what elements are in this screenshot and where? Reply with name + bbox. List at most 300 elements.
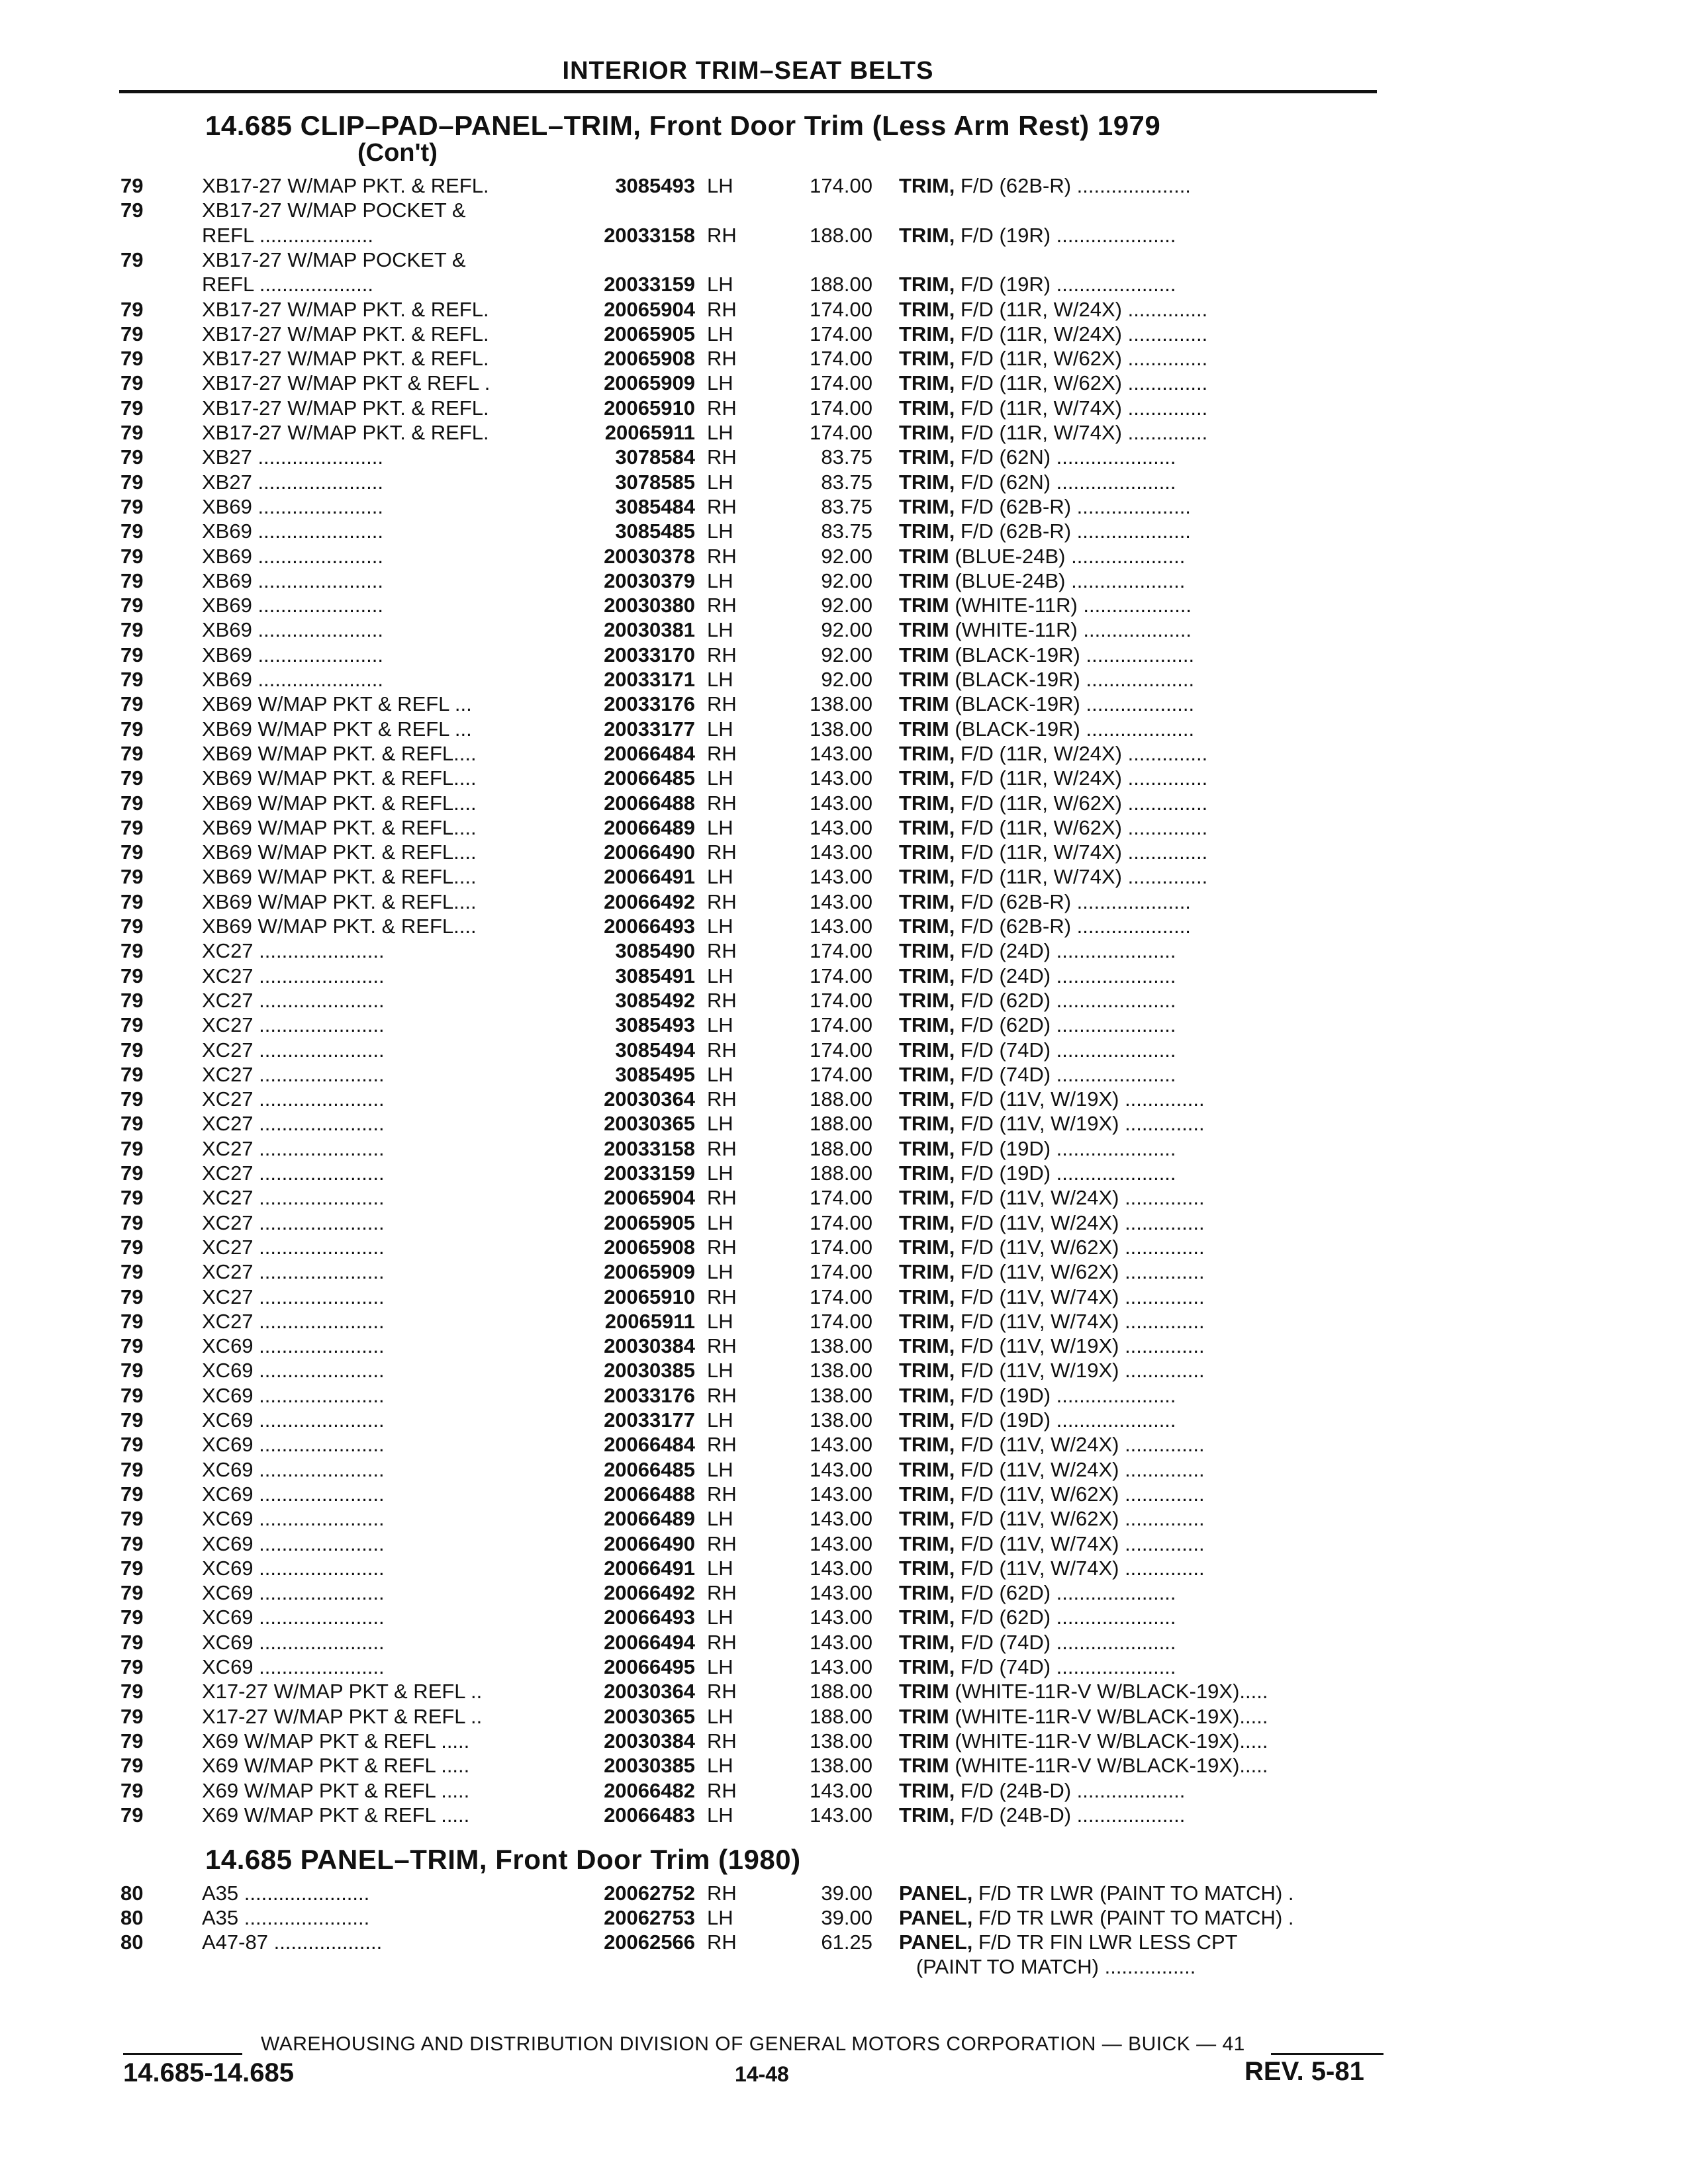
price-cell: 138.00 — [810, 1408, 872, 1432]
model-cell: XB17-27 W/MAP PKT. & REFL. — [202, 396, 489, 420]
description-cell — [899, 1704, 1382, 1729]
price-cell: 143.00 — [810, 865, 872, 889]
table-row — [0, 1905, 1688, 1930]
description-text: F/D (11R, W/74X) .............. — [955, 841, 1208, 864]
part-number-cell: 20033177 — [604, 717, 695, 741]
price-cell: 138.00 — [810, 717, 872, 741]
table-row — [0, 1013, 1688, 1037]
model-cell: XC69 ...................... — [202, 1507, 385, 1531]
price-cell: 188.00 — [810, 273, 872, 296]
description-keyword: TRIM — [899, 618, 949, 642]
part-number-cell: 20033159 — [604, 273, 695, 296]
description-cell — [899, 223, 1382, 248]
year-cell: 79 — [120, 544, 144, 568]
description-keyword: TRIM — [899, 594, 949, 617]
table-row — [0, 544, 1688, 569]
description-cell — [899, 667, 1382, 692]
side-cell: LH — [707, 1457, 733, 1481]
year-cell: 79 — [120, 297, 144, 321]
part-number-cell: 20066490 — [604, 1531, 695, 1555]
description-text: F/D (11R, W/74X) .............. — [955, 865, 1208, 889]
year-cell: 79 — [120, 1408, 144, 1432]
description-text: F/D (11V, W/19X) .............. — [955, 1359, 1205, 1383]
part-number-cell: 20066490 — [604, 841, 695, 864]
description-text: F/D (11V, W/19X) .............. — [955, 1112, 1205, 1136]
description-cell — [899, 643, 1382, 667]
price-cell: 188.00 — [810, 1704, 872, 1728]
description-keyword: TRIM, — [899, 1606, 955, 1629]
description-text: F/D (62B-R) .................... — [955, 520, 1191, 543]
year-cell: 79 — [120, 396, 144, 420]
side-cell: LH — [707, 520, 733, 543]
side-cell: LH — [707, 815, 733, 839]
table-row — [0, 1210, 1688, 1235]
description-cell — [899, 1506, 1382, 1531]
price-cell: 188.00 — [810, 1161, 872, 1185]
table-row — [0, 1506, 1688, 1531]
part-number-cell: 20066489 — [604, 815, 695, 839]
side-cell: LH — [707, 1013, 733, 1037]
description-cell — [899, 1556, 1382, 1580]
description-cell — [899, 1729, 1382, 1753]
price-cell: 143.00 — [810, 1457, 872, 1481]
part-number-cell: 20066491 — [604, 1556, 695, 1580]
price-cell: 174.00 — [810, 421, 872, 444]
side-cell: RH — [707, 1931, 737, 1954]
description-cell — [899, 1905, 1382, 1930]
side-cell: RH — [707, 1630, 737, 1654]
year-cell: 79 — [120, 1087, 144, 1111]
table-row — [0, 198, 1688, 222]
description-keyword: TRIM, — [899, 1482, 955, 1506]
description-text: F/D (19D) ..................... — [955, 1136, 1176, 1160]
year-cell: 79 — [120, 174, 144, 197]
model-cell: REFL .................... — [202, 223, 373, 247]
side-cell: RH — [707, 445, 737, 469]
year-cell: 79 — [120, 841, 144, 864]
side-cell: RH — [707, 643, 737, 666]
model-cell: XC69 ...................... — [202, 1606, 385, 1629]
description-keyword: TRIM, — [899, 1210, 955, 1234]
model-cell: XB17-27 W/MAP PKT. & REFL. — [202, 174, 489, 197]
part-number-cell: 20065910 — [604, 396, 695, 420]
price-cell: 39.00 — [821, 1906, 872, 1929]
side-cell: LH — [707, 964, 733, 987]
part-number-cell: 20065905 — [604, 1210, 695, 1234]
year-cell: 79 — [120, 347, 144, 371]
description-keyword: TRIM, — [899, 766, 955, 790]
description-cell — [899, 617, 1382, 642]
price-cell: 143.00 — [810, 1482, 872, 1506]
description-cell — [899, 445, 1382, 469]
description-cell — [899, 1285, 1382, 1309]
side-cell: RH — [707, 544, 737, 568]
description-cell — [899, 791, 1382, 815]
description-text: F/D (19D) ..................... — [955, 1161, 1176, 1185]
part-number-cell: 20066485 — [604, 766, 695, 790]
description-text: (BLUE-24B) .................... — [949, 569, 1186, 592]
description-keyword: TRIM, — [899, 1235, 955, 1259]
model-cell: XC27 ...................... — [202, 1285, 385, 1308]
model-cell: XB69 W/MAP PKT. & REFL.... — [202, 791, 477, 815]
description-keyword: TRIM, — [899, 347, 955, 371]
side-cell: LH — [707, 322, 733, 345]
model-cell: XC27 ...................... — [202, 1235, 385, 1259]
model-cell: XC69 ...................... — [202, 1556, 385, 1580]
price-cell: 174.00 — [810, 988, 872, 1012]
side-cell: LH — [707, 371, 733, 395]
price-cell: 83.75 — [821, 445, 872, 469]
description-keyword: TRIM, — [899, 223, 955, 247]
description-text: F/D (19D) ..................... — [955, 1383, 1176, 1407]
description-text: F/D (11V, W/74X) .............. — [955, 1531, 1205, 1555]
part-number-cell: 20066488 — [604, 791, 695, 815]
description-cell — [899, 741, 1382, 766]
year-cell: 79 — [120, 717, 144, 741]
year-cell: 79 — [120, 1655, 144, 1678]
table-row — [0, 1358, 1688, 1383]
table-row — [0, 1881, 1688, 1905]
description-text: F/D TR FIN LWR LESS CPT — [972, 1931, 1238, 1954]
description-keyword: TRIM — [899, 1680, 949, 1704]
price-cell: 138.00 — [810, 1383, 872, 1407]
year-cell: 79 — [120, 865, 144, 889]
side-cell: RH — [707, 494, 737, 518]
description-text: F/D TR LWR (PAINT TO MATCH) . — [972, 1906, 1294, 1929]
price-cell: 143.00 — [810, 1803, 872, 1827]
description-keyword: TRIM, — [899, 1433, 955, 1457]
model-cell: XC27 ...................... — [202, 1087, 385, 1111]
description-keyword: TRIM, — [899, 1408, 955, 1432]
side-cell: RH — [707, 1038, 737, 1062]
side-cell: LH — [707, 1606, 733, 1629]
year-cell: 79 — [120, 791, 144, 815]
description-keyword: TRIM, — [899, 915, 955, 938]
model-cell: XB69 W/MAP PKT. & REFL.... — [202, 766, 477, 790]
price-cell: 174.00 — [810, 297, 872, 321]
description-text: (WHITE-11R) ................... — [949, 618, 1192, 642]
description-text: F/D (11V, W/24X) .............. — [955, 1210, 1205, 1234]
description-text: F/D (11V, W/74X) .............. — [955, 1309, 1205, 1333]
side-cell: LH — [707, 1803, 733, 1827]
year-cell: 79 — [120, 1581, 144, 1605]
description-cell — [899, 173, 1382, 198]
table-row — [0, 766, 1688, 790]
price-cell: 143.00 — [810, 766, 872, 790]
table-row — [0, 420, 1688, 445]
part-number-cell: 20065911 — [604, 421, 695, 444]
year-cell: 80 — [120, 1906, 144, 1929]
part-number-cell: 20030385 — [604, 1754, 695, 1778]
description-text: (WHITE-11R-V W/BLACK-19X)..... — [949, 1729, 1268, 1752]
side-cell: LH — [707, 618, 733, 642]
year-cell: 79 — [120, 939, 144, 963]
side-cell: RH — [707, 692, 737, 716]
description-keyword: TRIM, — [899, 1778, 955, 1802]
description-cell — [899, 1457, 1382, 1482]
description-keyword: TRIM, — [899, 322, 955, 345]
table-row — [0, 1954, 1688, 1979]
table-row — [0, 173, 1688, 198]
description-cell — [899, 692, 1382, 716]
year-cell: 79 — [120, 1136, 144, 1160]
description-cell — [899, 1210, 1382, 1235]
footer-rule-right — [1271, 2053, 1383, 2055]
table-row — [0, 964, 1688, 988]
description-cell — [899, 889, 1382, 914]
model-cell: X69 W/MAP PKT & REFL ..... — [202, 1754, 470, 1778]
description-text: F/D (74D) ..................... — [955, 1630, 1176, 1654]
model-cell: XC27 ...................... — [202, 1210, 385, 1234]
description-text: (BLACK-19R) ................... — [949, 643, 1195, 666]
description-text: F/D (62N) ..................... — [955, 470, 1176, 494]
description-cell — [899, 1259, 1382, 1284]
model-cell: XC27 ...................... — [202, 1038, 385, 1062]
description-text: F/D (11V, W/62X) .............. — [955, 1482, 1205, 1506]
model-cell: XB17-27 W/MAP PKT & REFL . — [202, 371, 491, 395]
table-row — [0, 791, 1688, 815]
description-keyword: TRIM, — [899, 1655, 955, 1678]
price-cell: 92.00 — [821, 594, 872, 617]
description-text: F/D (74D) ..................... — [955, 1038, 1176, 1062]
model-cell: X69 W/MAP PKT & REFL ..... — [202, 1778, 470, 1802]
table-row — [0, 1482, 1688, 1506]
description-keyword: TRIM, — [899, 791, 955, 815]
side-cell: RH — [707, 1882, 737, 1905]
price-cell: 174.00 — [810, 1062, 872, 1086]
model-cell: XB69 ...................... — [202, 594, 383, 617]
year-cell: 79 — [120, 1680, 144, 1704]
price-cell: 83.75 — [821, 470, 872, 494]
part-number-cell: 20065908 — [604, 1235, 695, 1259]
part-number-cell: 20065909 — [604, 1260, 695, 1284]
description-text: F/D (11R, W/24X) .............. — [955, 297, 1208, 321]
description-keyword: TRIM, — [899, 1087, 955, 1111]
description-keyword: TRIM, — [899, 445, 955, 469]
part-number-cell: 20066493 — [604, 1606, 695, 1629]
description-keyword: TRIM, — [899, 815, 955, 839]
year-cell: 79 — [120, 520, 144, 543]
year-cell: 79 — [120, 1260, 144, 1284]
description-cell — [899, 1358, 1382, 1383]
price-cell: 188.00 — [810, 1087, 872, 1111]
part-number-cell: 20066489 — [604, 1507, 695, 1531]
description-cell — [899, 717, 1382, 741]
year-cell: 79 — [120, 1334, 144, 1358]
description-cell — [899, 988, 1382, 1013]
table-row — [0, 1630, 1688, 1655]
year-cell: 80 — [120, 1882, 144, 1905]
side-cell: RH — [707, 791, 737, 815]
year-cell: 79 — [120, 1285, 144, 1308]
model-cell: XC27 ...................... — [202, 1136, 385, 1160]
side-cell: RH — [707, 1136, 737, 1160]
price-cell: 174.00 — [810, 1260, 872, 1284]
year-cell: 79 — [120, 494, 144, 518]
table-row — [0, 1753, 1688, 1778]
description-cell — [899, 346, 1382, 371]
side-cell: LH — [707, 766, 733, 790]
model-cell: X17-27 W/MAP PKT & REFL .. — [202, 1680, 483, 1704]
description-cell — [899, 1655, 1382, 1679]
description-keyword: TRIM — [899, 717, 949, 741]
year-cell: 79 — [120, 1186, 144, 1210]
year-cell: 79 — [120, 1803, 144, 1827]
description-keyword: TRIM, — [899, 1383, 955, 1407]
price-cell: 174.00 — [810, 1186, 872, 1210]
description-keyword: TRIM, — [899, 964, 955, 987]
year-cell: 79 — [120, 421, 144, 444]
year-cell: 79 — [120, 1630, 144, 1654]
model-cell: XB69 ...................... — [202, 544, 383, 568]
table-row — [0, 643, 1688, 667]
price-cell: 143.00 — [810, 791, 872, 815]
description-text: F/D (19R) ..................... — [955, 223, 1176, 247]
price-cell: 138.00 — [810, 1334, 872, 1358]
side-cell: LH — [707, 1906, 733, 1929]
price-cell: 188.00 — [810, 1112, 872, 1136]
side-cell: LH — [707, 569, 733, 592]
model-cell: A47-87 ................... — [202, 1931, 383, 1954]
model-cell: XB69 W/MAP PKT & REFL ... — [202, 717, 472, 741]
table-row — [0, 1087, 1688, 1111]
year-cell: 79 — [120, 445, 144, 469]
description-text: F/D (11V, W/19X) .............. — [955, 1087, 1205, 1111]
model-cell: XC69 ...................... — [202, 1482, 385, 1506]
model-cell: XB69 ...................... — [202, 668, 383, 691]
side-cell: RH — [707, 1729, 737, 1752]
side-cell: RH — [707, 1334, 737, 1358]
description-keyword: TRIM — [899, 1704, 949, 1728]
description-cell — [899, 1954, 1382, 1979]
model-cell: XC69 ...................... — [202, 1630, 385, 1654]
price-cell: 143.00 — [810, 1778, 872, 1802]
table-row — [0, 1580, 1688, 1605]
price-cell: 174.00 — [810, 174, 872, 197]
year-cell: 79 — [120, 1062, 144, 1086]
model-cell: XC27 ...................... — [202, 939, 385, 963]
side-cell: LH — [707, 915, 733, 938]
description-cell — [899, 1087, 1382, 1111]
model-cell: XB69 W/MAP PKT. & REFL.... — [202, 889, 477, 913]
part-number-cell: 20030381 — [604, 618, 695, 642]
model-cell: XC69 ...................... — [202, 1408, 385, 1432]
description-keyword: TRIM, — [899, 1285, 955, 1308]
side-cell: RH — [707, 841, 737, 864]
description-text: F/D (11R, W/24X) .............. — [955, 766, 1208, 790]
year-cell: 79 — [120, 199, 144, 222]
description-cell — [899, 1482, 1382, 1506]
model-cell: XB27 ...................... — [202, 470, 383, 494]
model-cell: XB69 ...................... — [202, 643, 383, 666]
table-row — [0, 717, 1688, 741]
description-text: F/D (19D) ..................... — [955, 1408, 1176, 1432]
table-row — [0, 1038, 1688, 1062]
part-number-cell: 20065911 — [604, 1309, 695, 1333]
description-keyword: TRIM, — [899, 1136, 955, 1160]
description-text: F/D (24D) ..................... — [955, 964, 1176, 987]
description-text: F/D (11V, W/74X) .............. — [955, 1556, 1205, 1580]
description-text: F/D (11R, W/62X) .............. — [955, 371, 1208, 395]
section-subtitle-1: (Con't) — [357, 139, 438, 167]
year-cell: 79 — [120, 1210, 144, 1234]
part-number-cell: 20033158 — [604, 223, 695, 247]
side-cell: RH — [707, 988, 737, 1012]
price-cell: 174.00 — [810, 1235, 872, 1259]
price-cell: 188.00 — [810, 1680, 872, 1704]
price-cell: 174.00 — [810, 1013, 872, 1037]
description-keyword: TRIM, — [899, 865, 955, 889]
part-number-cell: 3085491 — [615, 964, 695, 987]
model-cell: XB69 W/MAP PKT. & REFL.... — [202, 865, 477, 889]
year-cell: 79 — [120, 1038, 144, 1062]
side-cell: LH — [707, 668, 733, 691]
part-number-cell: 20030384 — [604, 1729, 695, 1752]
year-cell: 79 — [120, 470, 144, 494]
part-number-cell: 20066494 — [604, 1630, 695, 1654]
description-keyword: TRIM, — [899, 174, 955, 197]
year-cell: 79 — [120, 1359, 144, 1383]
year-cell: 79 — [120, 741, 144, 765]
part-number-cell: 20066492 — [604, 889, 695, 913]
price-cell: 143.00 — [810, 1531, 872, 1555]
table-row — [0, 1531, 1688, 1556]
table-row — [0, 1408, 1688, 1432]
description-text: F/D (62D) ..................... — [955, 1581, 1176, 1605]
year-cell: 79 — [120, 1482, 144, 1506]
part-number-cell: 20033176 — [604, 1383, 695, 1407]
year-cell: 79 — [120, 643, 144, 666]
table-row — [0, 889, 1688, 914]
side-cell: LH — [707, 273, 733, 296]
year-cell: 79 — [120, 766, 144, 790]
table-row — [0, 1136, 1688, 1161]
model-cell: A35 ...................... — [202, 1906, 370, 1929]
description-keyword: TRIM — [899, 569, 949, 592]
table-row — [0, 667, 1688, 692]
description-text: (WHITE-11R-V W/BLACK-19X)..... — [949, 1704, 1268, 1728]
year-cell: 79 — [120, 815, 144, 839]
price-cell: 188.00 — [810, 1136, 872, 1160]
description-keyword: TRIM, — [899, 1334, 955, 1358]
description-keyword: TRIM, — [899, 939, 955, 963]
footer-range: 14.685-14.685 — [123, 2058, 295, 2087]
part-number-cell: 3085492 — [615, 988, 695, 1012]
part-number-cell: 3085493 — [615, 174, 695, 197]
price-cell: 61.25 — [821, 1931, 872, 1954]
description-keyword: TRIM, — [899, 371, 955, 395]
model-cell: XC69 ...................... — [202, 1531, 385, 1555]
model-cell: REFL .................... — [202, 273, 373, 296]
description-text: F/D (24B-D) ................... — [955, 1803, 1186, 1827]
footer-page-number: 14-48 — [735, 2062, 789, 2086]
description-keyword: TRIM, — [899, 741, 955, 765]
side-cell: LH — [707, 470, 733, 494]
description-keyword: TRIM, — [899, 396, 955, 420]
year-cell: 79 — [120, 594, 144, 617]
description-cell — [899, 1580, 1382, 1605]
description-keyword: TRIM, — [899, 1038, 955, 1062]
description-text: F/D (24B-D) ................... — [955, 1778, 1186, 1802]
price-cell: 92.00 — [821, 643, 872, 666]
description-text: F/D (62B-R) .................... — [955, 494, 1191, 518]
side-cell: RH — [707, 1778, 737, 1802]
table-row — [0, 1803, 1688, 1827]
model-cell: XC69 ...................... — [202, 1359, 385, 1383]
side-cell: LH — [707, 1359, 733, 1383]
side-cell: LH — [707, 421, 733, 444]
description-text: (BLACK-19R) ................... — [949, 668, 1195, 691]
